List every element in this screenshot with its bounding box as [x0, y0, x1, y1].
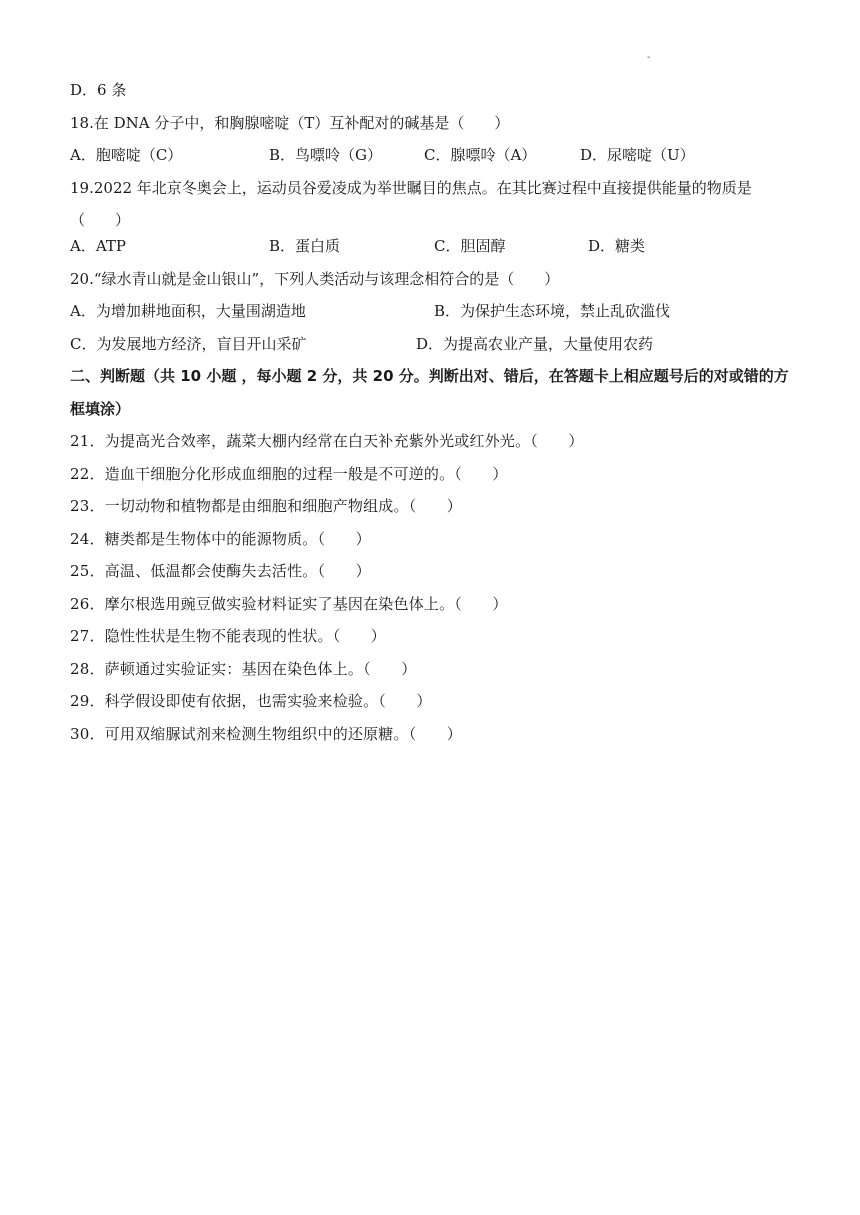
q20-option-b: B．为保护生态环境，禁止乱砍滥伐 — [434, 302, 671, 320]
q20-stem: 20.“绿水青山就是金山银山”，下列人类活动与该理念相符合的是（ ） — [70, 269, 560, 288]
q18-option-c: C．腺嘌呤（A） — [424, 146, 537, 164]
tf-item-29: 29．科学假设即使有依据，也需实验来检验。（ ） — [70, 692, 432, 710]
q20-options-row1 — [70, 301, 790, 334]
q20-option-d: D．为提高农业产量，大量使用农药 — [416, 334, 654, 353]
q17-option-d: D．6 条 — [70, 81, 127, 99]
q18-option-b: B．鸟嘌呤（G） — [269, 146, 383, 164]
exam-page — [70, 80, 790, 756]
tf-item-22: 22．造血干细胞分化形成血细胞的过程一般是不可逆的。（ ） — [70, 464, 508, 483]
q19-option-d: D．糖类 — [588, 237, 646, 255]
q19-options — [70, 236, 790, 269]
q19-option-a: A．ATP — [70, 237, 126, 255]
tf-item-30: 30．可用双缩脲试剂来检测生物组织中的还原糖。（ ） — [70, 724, 462, 743]
tf-item-21: 21．为提高光合效率，蔬菜大棚内经常在白天补充紫外光或红外光。（ ） — [70, 432, 584, 450]
q19-option-c: C．胆固醇 — [434, 237, 506, 255]
tf-item-28: 28．萨顿通过实验证实：基因在染色体上。（ ） — [70, 659, 417, 678]
q19-option-b: B．蛋白质 — [269, 237, 341, 255]
tf-item-27: 27．隐性性状是生物不能表现的性状。（ ） — [70, 627, 386, 645]
q18-option-a: A．胞嘧啶（C） — [70, 146, 183, 164]
q18-option-d: D．尿嘧啶（U） — [580, 146, 695, 164]
q20-option-c: C．为发展地方经济，盲目开山采矿 — [70, 334, 307, 353]
q20-option-a: A．为增加耕地面积，大量围湖造地 — [70, 302, 306, 320]
q19-stem: 19.2022 年北京冬奥会上，运动员谷爱凌成为举世瞩目的焦点。在其比赛过程中直接提供能量的物质是（ ） — [70, 178, 752, 229]
section-2-heading: 二、判断题（共 10 小题 ，每小题 2 分，共 20 分。判断出对、错后，在答题卡上相应题号后的对或错的方框填涂） — [70, 367, 789, 418]
q18-stem: 18.在 DNA 分子中，和胸腺嘧啶（T）互补配对的碱基是（ ） — [70, 113, 510, 132]
tf-item-26: 26．摩尔根选用豌豆做实验材料证实了基因在染色体上。（ ） — [70, 594, 508, 613]
tf-item-25: 25．高温、低温都会使酶失去活性。（ ） — [70, 562, 371, 580]
tf-item-23: 23．一切动物和植物都是由细胞和细胞产物组成。（ ） — [70, 497, 462, 515]
tf-item-24: 24．糖类都是生物体中的能源物质。（ ） — [70, 529, 371, 548]
header-mark: - — [647, 52, 651, 63]
